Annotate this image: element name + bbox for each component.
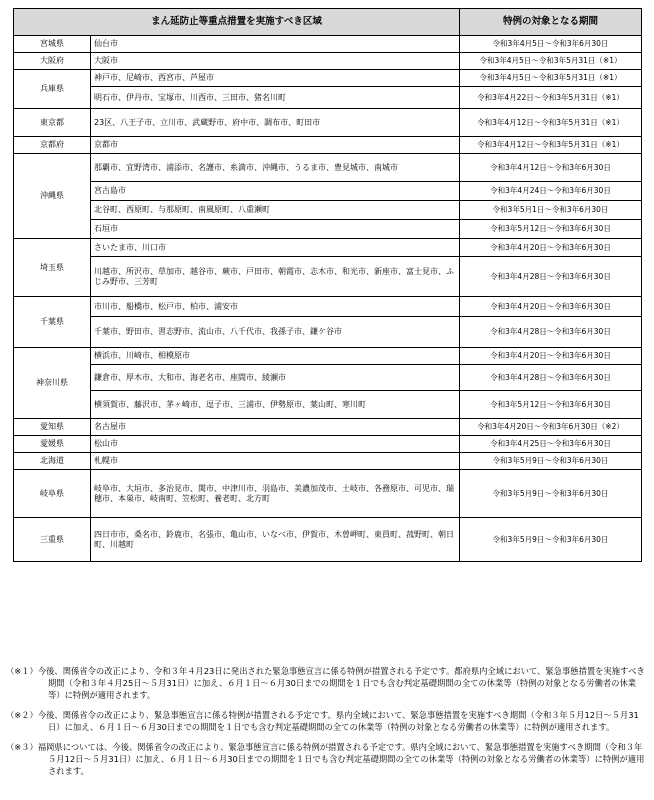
prefecture-cell: 愛知県 [14, 419, 91, 436]
table-row [14, 36, 642, 53]
period-cell: 令和3年4月28日～令和3年6月30日 [460, 257, 642, 297]
prefecture-cell: 北海道 [14, 453, 91, 470]
area-cell: 横須賀市、藤沢市、茅ヶ崎市、逗子市、三浦市、伊勢原市、葉山町、寒川町 [91, 391, 460, 419]
table-row [14, 137, 642, 154]
table-row [14, 70, 642, 87]
table-row [14, 470, 642, 518]
period-cell: 令和3年4月5日～令和3年6月30日 [460, 36, 642, 53]
period-cell: 令和3年4月5日～令和3年5月31日（※1） [460, 53, 642, 70]
area-cell: 鎌倉市、厚木市、大和市、海老名市、座間市、綾瀬市 [91, 365, 460, 391]
prefecture-cell: 宮城県 [14, 36, 91, 53]
period-cell: 令和3年5月9日～令和3年6月30日 [460, 518, 642, 562]
period-cell: 令和3年4月24日～令和3年6月30日 [460, 182, 642, 201]
period-cell: 令和3年4月20日～令和3年6月30日 [460, 297, 642, 317]
period-cell: 令和3年4月5日～令和3年5月31日（※1） [460, 70, 642, 87]
area-cell: 札幌市 [91, 453, 460, 470]
area-cell: さいたま市、川口市 [91, 239, 460, 257]
period-cell: 令和3年4月20日～令和3年6月30日（※2） [460, 419, 642, 436]
period-cell: 令和3年4月20日～令和3年6月30日 [460, 348, 642, 365]
prefecture-cell: 岐阜県 [14, 470, 91, 518]
prefecture-cell: 千葉県 [14, 297, 91, 348]
table-row [14, 348, 642, 365]
table-header-row [14, 9, 642, 36]
period-cell: 令和3年4月28日～令和3年6月30日 [460, 317, 642, 348]
period-cell: 令和3年4月12日～令和3年6月30日 [460, 154, 642, 182]
table-row [14, 53, 642, 70]
prefecture-cell: 沖縄県 [14, 154, 91, 239]
period-cell: 令和3年4月22日～令和3年5月31日（※1） [460, 87, 642, 109]
prefecture-cell: 埼玉県 [14, 239, 91, 297]
area-cell: 石垣市 [91, 220, 460, 239]
table-row [14, 453, 642, 470]
prefecture-cell: 三重県 [14, 518, 91, 562]
table-row [14, 317, 642, 348]
area-cell: 川越市、所沢市、草加市、越谷市、蕨市、戸田市、朝霞市、志木市、和光市、新座市、富士見市、ふじみ野市、三芳町 [91, 257, 460, 297]
area-cell: 横浜市、川崎市、相模原市 [91, 348, 460, 365]
table-row [14, 365, 642, 391]
prefecture-cell: 京都府 [14, 137, 91, 154]
footnote-1: （※１）今後、関係省令の改正により、令和３年４月23日に発出された緊急事態宣言に係る特例が措置される予定です。都府県内全域において、緊急事態措置を実施すべき期間（令和３年４月25日～５月31日）に加え、６月１日～６月30日までの期間を１日でも含む判定基礎期間の全ての休業等（特例の対象となる労働者の休業等）に特例が適用されます。 [6, 666, 645, 700]
prefecture-cell: 愛媛県 [14, 436, 91, 453]
period-cell: 令和3年4月25日～令和3年6月30日 [460, 436, 642, 453]
prefecture-cell: 東京都 [14, 109, 91, 137]
table-row [14, 257, 642, 297]
designated-areas-table [13, 8, 642, 562]
table-row [14, 419, 642, 436]
area-cell: 23区、八王子市、立川市、武蔵野市、府中市、調布市、町田市 [91, 109, 460, 137]
period-cell: 令和3年4月12日～令和3年5月31日（※1） [460, 137, 642, 154]
table-row [14, 518, 642, 562]
table-row [14, 239, 642, 257]
area-cell: 北谷町、西原町、与那原町、南風原町、八重瀬町 [91, 201, 460, 220]
table-row [14, 87, 642, 109]
prefecture-cell: 大阪府 [14, 53, 91, 70]
area-cell: 岐阜市、大垣市、多治見市、関市、中津川市、羽島市、美濃加茂市、土岐市、各務原市、可児市、瑞穂市、本巣市、岐南町、笠松町、養老町、北方町 [91, 470, 460, 518]
area-cell: 京都市 [91, 137, 460, 154]
area-cell: 市川市、船橋市、松戸市、柏市、浦安市 [91, 297, 460, 317]
area-cell: 四日市市、桑名市、鈴鹿市、名張市、亀山市、いなべ市、伊賀市、木曽岬町、東員町、菰野町、朝日町、川越町 [91, 518, 460, 562]
table-row [14, 436, 642, 453]
period-cell: 令和3年5月9日～令和3年6月30日 [460, 453, 642, 470]
area-cell: 神戸市、尼崎市、西宮市、芦屋市 [91, 70, 460, 87]
table-row [14, 109, 642, 137]
period-cell: 令和3年5月9日～令和3年6月30日 [460, 470, 642, 518]
area-cell: 大阪市 [91, 53, 460, 70]
period-cell: 令和3年4月28日～令和3年6月30日 [460, 365, 642, 391]
area-cell: 宮古島市 [91, 182, 460, 201]
period-cell: 令和3年4月20日～令和3年6月30日 [460, 239, 642, 257]
area-cell: 千葉市、野田市、習志野市、流山市、八千代市、我孫子市、鎌ケ谷市 [91, 317, 460, 348]
header-period: 特例の対象となる期間 [460, 9, 642, 36]
footnote-3: （※３）福岡県については、今後、関係省令の改正により、緊急事態宣言に係る特例が措置される予定です。県内全域において、緊急事態措置を実施すべき期間（令和３年５月12日～５月31日）に加え、６月１日～６月30日までの期間を１日でも含む判定基礎期間の全ての休業等（特例の対象となる労働者の休業等）に特例が適用されます。 [6, 742, 645, 776]
prefecture-cell: 神奈川県 [14, 348, 91, 419]
table-row [14, 154, 642, 182]
table-row [14, 297, 642, 317]
table-row [14, 220, 642, 239]
period-cell: 令和3年5月12日～令和3年6月30日 [460, 220, 642, 239]
period-cell: 令和3年5月12日～令和3年6月30日 [460, 391, 642, 419]
area-cell: 那覇市、宜野湾市、浦添市、名護市、糸満市、沖縄市、うるま市、豊見城市、南城市 [91, 154, 460, 182]
footnote-2: （※２）今後、関係省令の改正により、緊急事態宣言に係る特例が措置される予定です。県内全域において、緊急事態措置を実施すべき期間（令和３年５月12日～５月31日）に加え、６月１日～６月30日までの期間を１日でも含む判定基礎期間の全ての休業等（特例の対象となる労働者の休業等）に特例が適用されます。 [6, 710, 639, 732]
area-cell: 明石市、伊丹市、宝塚市、川西市、三田市、猪名川町 [91, 87, 460, 109]
area-cell: 松山市 [91, 436, 460, 453]
period-cell: 令和3年5月1日～令和3年6月30日 [460, 201, 642, 220]
prefecture-cell: 兵庫県 [14, 70, 91, 109]
area-cell: 仙台市 [91, 36, 460, 53]
table-row [14, 391, 642, 419]
table-row [14, 201, 642, 220]
period-cell: 令和3年4月12日～令和3年5月31日（※1） [460, 109, 642, 137]
area-cell: 名古屋市 [91, 419, 460, 436]
table-row [14, 182, 642, 201]
header-area: まん延防止等重点措置を実施すべき区域 [14, 9, 460, 36]
footnotes [6, 665, 646, 785]
